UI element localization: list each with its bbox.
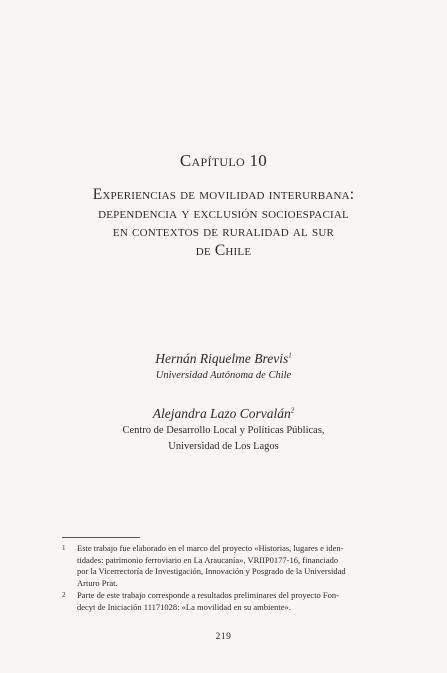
chapter-title-line: dependencia y exclusión socioespacial xyxy=(98,204,349,222)
footnote-number: 2 xyxy=(62,591,66,599)
footnote-marker: 2 xyxy=(290,406,295,415)
footnotes xyxy=(62,543,402,614)
footnote-line: Este trabajo fue elaborado en el marco del proyecto «Historias, lugares e iden- xyxy=(77,543,344,553)
author-block-1 xyxy=(0,350,447,384)
author-name-text: Alejandra Lazo Corvalán xyxy=(152,406,291,421)
author-name xyxy=(0,350,447,368)
footnote-number: 1 xyxy=(62,544,66,552)
author-name-text: Hernán Riquelme Brevis xyxy=(155,351,289,366)
footnote-line: por la Vicerrectoría de Investigación, Innovación y Posgrado de la Universidad xyxy=(77,566,346,576)
footnote-line: decyt de Iniciación 11171028: «La movilidad en su ambiente». xyxy=(77,601,291,612)
chapter-title xyxy=(40,186,407,260)
author-affiliation: Universidad Autónoma de Chile xyxy=(155,370,292,381)
footnote-line: Parte de este trabajo corresponde a resultados preliminares del proyecto Fon- xyxy=(77,590,339,600)
author-affiliation: Universidad de Los Lagos xyxy=(168,441,279,452)
page-number: 219 xyxy=(215,632,232,642)
chapter-label: Capítulo 10 xyxy=(179,151,268,170)
footnote xyxy=(62,590,402,613)
author-affiliation: Centro de Desarrollo Local y Políticas Públicas, xyxy=(122,425,325,436)
author-name xyxy=(0,405,447,423)
footnote-text xyxy=(77,590,402,613)
footnote-line: tidades: patrimonio ferroviario en La Araucanía», VRIIP0177-16, financiado xyxy=(77,554,339,565)
chapter-title-line: en contextos de ruralidad al sur xyxy=(112,223,335,240)
footnote-marker: 1 xyxy=(288,351,292,360)
footnote xyxy=(62,543,402,589)
footnote-text xyxy=(77,543,402,589)
footnote-separator xyxy=(62,537,140,538)
author-block-2 xyxy=(0,405,447,455)
chapter-title-line: Experiencias de movilidad interurbana: xyxy=(92,186,355,203)
footnote-line: Arturo Prat. xyxy=(77,577,118,588)
chapter-title-line: de Chile xyxy=(195,241,252,259)
